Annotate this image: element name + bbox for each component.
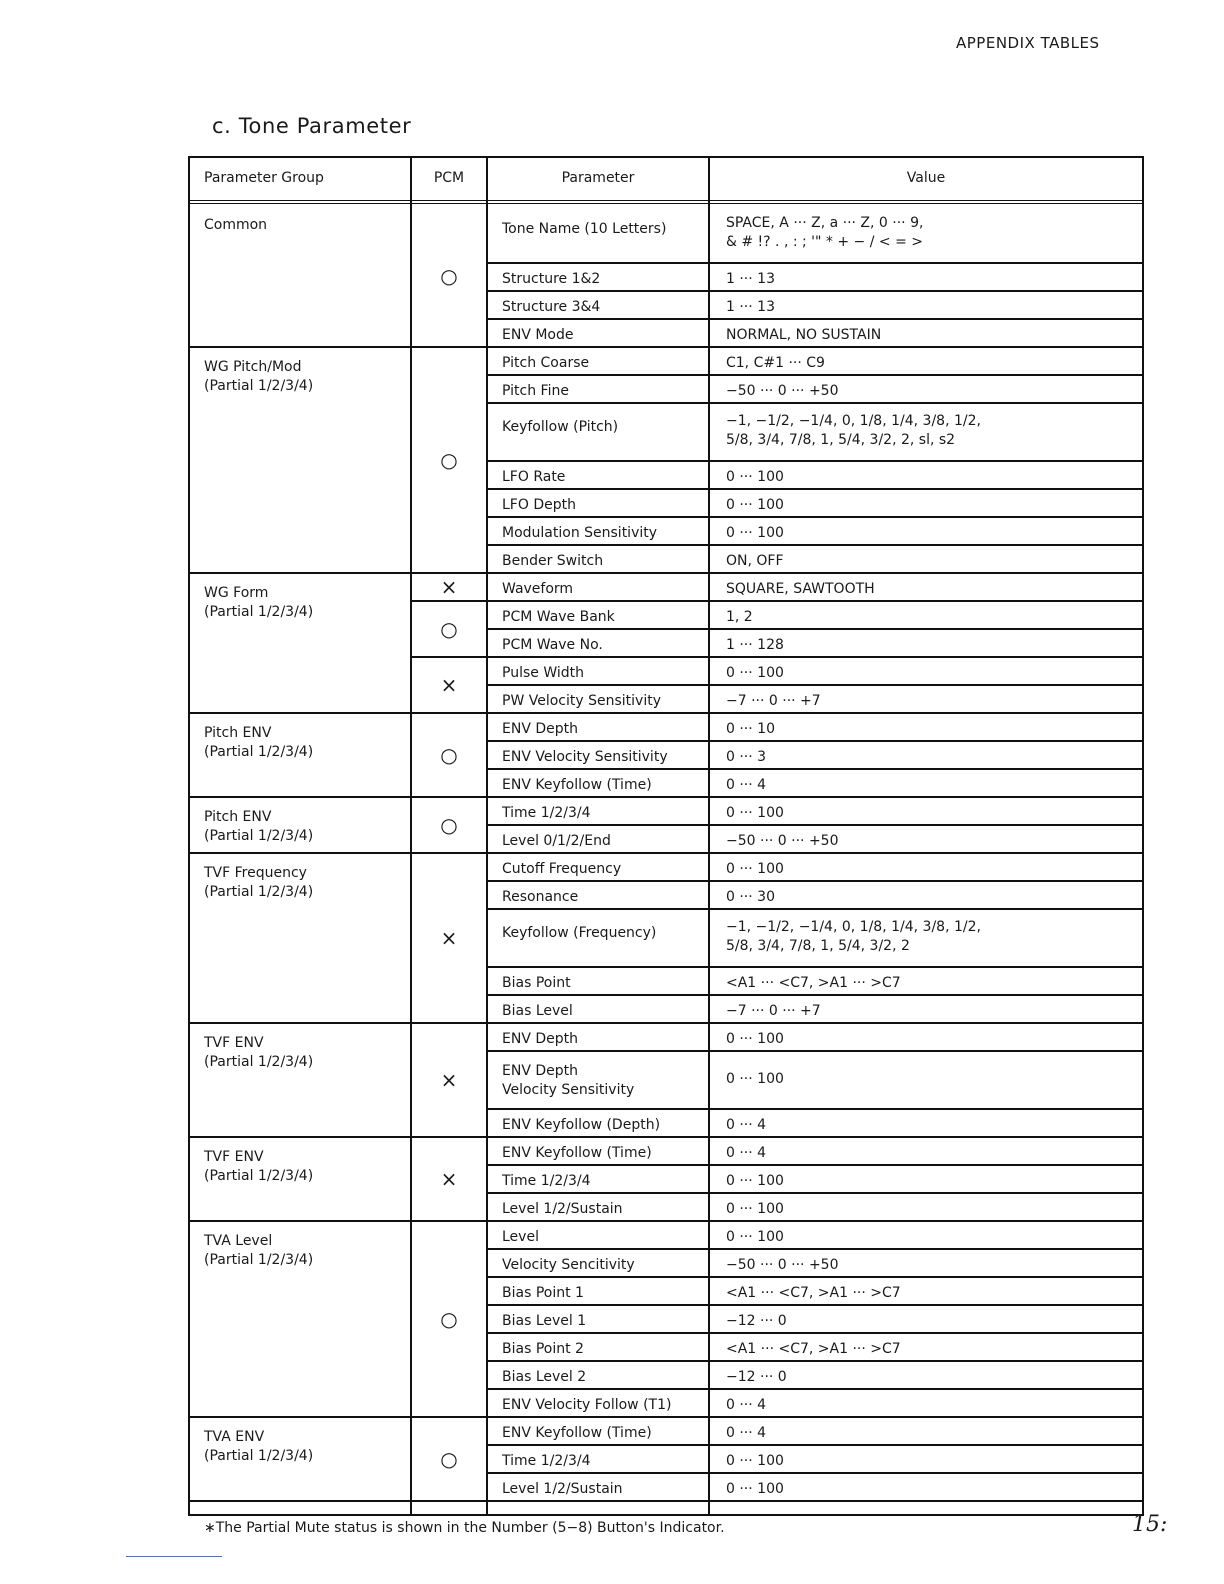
value-cell: 1 ··· 13 [726,271,775,287]
parameter-cell: Pulse Width [502,665,584,681]
table-row [488,714,1142,742]
parameter-group-cell [190,574,410,714]
parameter-cell: PCM Wave Bank [502,609,615,625]
table-row [488,630,1142,658]
value-cell: 0 ··· 100 [726,1031,784,1047]
parameter-cell: Pitch Fine [502,383,569,399]
value-cell: 0 ··· 4 [726,777,767,793]
pcm-cell [412,602,486,658]
table-row [488,1362,1142,1390]
footnote: ∗The Partial Mute status is shown in the Number (5−8) Button's Indicator. [204,1520,725,1536]
table-row [488,1474,1142,1502]
value-cell: −12 ··· 0 [726,1313,787,1329]
value-cell: 1 ··· 128 [726,637,784,653]
cross-mark-icon: × [440,926,458,950]
table-row [488,404,1142,462]
parameter-group-label: Pitch ENV (Partial 1/2/3/4) [204,809,314,844]
parameter-cell: ENV Velocity Follow (T1) [502,1397,672,1413]
value-cell: 0 ··· 30 [726,889,775,905]
parameter-cell: Cutoff Frequency [502,861,622,877]
parameter-cell: Bias Point 1 [502,1285,584,1301]
table-row [488,602,1142,630]
parameter-cell: Tone Name (10 Letters) [502,221,667,237]
table-row [488,1390,1142,1418]
parameter-cell: Time 1/2/3/4 [502,1173,591,1189]
parameter-group-cell [190,348,410,574]
value-cell: NORMAL, NO SUSTAIN [726,327,882,343]
parameter-cell: ENV Keyfollow (Time) [502,777,652,793]
circle-mark-icon: ○ [440,1307,458,1331]
parameter-cell: Time 1/2/3/4 [502,1453,591,1469]
pcm-cell [412,658,486,714]
circle-mark-icon: ○ [440,617,458,641]
parameter-group-label: TVF Frequency (Partial 1/2/3/4) [204,865,314,900]
parameter-cell: Modulation Sensitivity [502,525,658,541]
column-header-pcm: PCM [433,170,465,186]
pcm-cell [412,1418,486,1502]
value-cell: 0 ··· 100 [726,1173,784,1189]
parameter-cell: Pitch Coarse [502,355,590,371]
parameter-cell: ENV Velocity Sensitivity [502,749,668,765]
value-cell: 0 ··· 4 [726,1145,767,1161]
table-row [488,1250,1142,1278]
table-row [488,770,1142,798]
parameter-group-cell [190,206,410,348]
parameter-cell: ENV Keyfollow (Depth) [502,1117,661,1133]
value-cell: <A1 ··· <C7, >A1 ··· >C7 [726,975,901,991]
value-cell: 1 ··· 13 [726,299,775,315]
parameter-cell: Velocity Sencitivity [502,1257,635,1273]
table-row [488,798,1142,826]
parameter-cell: Bender Switch [502,553,604,569]
value-cell: 1, 2 [726,609,753,625]
parameter-cell: Keyfollow (Frequency) [502,925,657,941]
table-row [488,320,1142,348]
table-row [488,1446,1142,1474]
running-header: APPENDIX TABLES [956,34,1100,52]
parameter-cell: Bias Level [502,1003,573,1019]
value-cell: −12 ··· 0 [726,1369,787,1385]
table-row [488,1052,1142,1110]
pcm-cell [412,206,486,348]
table-row [488,462,1142,490]
parameter-cell: ENV Keyfollow (Time) [502,1145,652,1161]
parameter-cell: Bias Level 1 [502,1313,587,1329]
table-row [488,348,1142,376]
parameter-cell: LFO Rate [502,469,566,485]
parameter-cell: Bias Point 2 [502,1341,584,1357]
pcm-cell [412,714,486,798]
pcm-cell [412,1222,486,1418]
parameter-group-cell [190,1024,410,1138]
cross-mark-icon: × [440,575,458,599]
value-cell: SQUARE, SAWTOOTH [726,581,875,597]
circle-mark-icon: ○ [440,1447,458,1471]
table-row [488,518,1142,546]
parameter-group-cell [190,1418,410,1502]
parameter-group-label: Pitch ENV (Partial 1/2/3/4) [204,725,314,760]
parameter-group-cell [190,714,410,798]
value-cell: −50 ··· 0 ··· +50 [726,1257,839,1273]
table-row [488,376,1142,404]
value-cell: −7 ··· 0 ··· +7 [726,693,821,709]
table-row [488,910,1142,968]
column-header-value: Value [906,170,946,186]
value-cell: −1, −1/2, −1/4, 0, 1/8, 1/4, 3/8, 1/2, 5/8, 3/4, 7/8, 1, 5/4, 3/2, 2 [726,919,981,954]
table-row [488,574,1142,602]
parameter-cell: Bias Point [502,975,571,991]
parameter-cell: PCM Wave No. [502,637,603,653]
table-row [488,1110,1142,1138]
value-cell: −7 ··· 0 ··· +7 [726,1003,821,1019]
parameter-cell: Bias Level 2 [502,1369,587,1385]
value-cell: 0 ··· 100 [726,861,784,877]
value-cell: 0 ··· 100 [726,497,784,513]
parameter-cell: ENV Depth [502,721,578,737]
cross-mark-icon: × [440,673,458,697]
parameter-cell: PW Velocity Sensitivity [502,693,661,709]
value-cell: 0 ··· 4 [726,1425,767,1441]
circle-mark-icon: ○ [440,264,458,288]
parameter-cell: Level [502,1229,539,1245]
parameter-group-label: TVA Level (Partial 1/2/3/4) [204,1233,314,1268]
table-header-row [190,158,1142,204]
table-row [488,1418,1142,1446]
value-cell: 0 ··· 100 [726,525,784,541]
pcm-cell [412,1138,486,1222]
value-cell: 0 ··· 100 [726,469,784,485]
parameter-cell: Structure 3&4 [502,299,601,315]
table-row [488,1334,1142,1362]
parameter-group-label: TVF ENV (Partial 1/2/3/4) [204,1035,314,1070]
circle-mark-icon: ○ [440,743,458,767]
table-row [488,1278,1142,1306]
table-row [488,882,1142,910]
parameter-group-label: TVA ENV (Partial 1/2/3/4) [204,1429,314,1464]
pcm-cell [412,1024,486,1138]
parameter-cell: Waveform [502,581,574,597]
value-cell: 0 ··· 100 [726,1229,784,1245]
table-row [488,264,1142,292]
pcm-cell [412,854,486,1024]
parameter-cell: Resonance [502,889,579,905]
table-row [488,686,1142,714]
parameter-group-label: WG Form (Partial 1/2/3/4) [204,585,314,620]
decorative-blue-line [126,1556,222,1557]
value-cell: 0 ··· 100 [726,1071,784,1087]
value-cell: 0 ··· 4 [726,1117,767,1133]
column-header-parameter-group: Parameter Group [204,170,324,186]
value-cell: −50 ··· 0 ··· +50 [726,833,839,849]
value-cell: 0 ··· 10 [726,721,775,737]
parameter-cell: Level 0/1/2/End [502,833,611,849]
value-cell: 0 ··· 100 [726,1453,784,1469]
table-row [488,1024,1142,1052]
value-cell: 0 ··· 100 [726,805,784,821]
table-row [488,968,1142,996]
value-cell: 0 ··· 100 [726,1201,784,1217]
table-row [488,1194,1142,1222]
circle-mark-icon: ○ [440,448,458,472]
column-header-parameter: Parameter [561,170,635,186]
pcm-cell [412,798,486,854]
table-row [488,658,1142,686]
table-row [488,826,1142,854]
circle-mark-icon: ○ [440,813,458,837]
value-cell: −50 ··· 0 ··· +50 [726,383,839,399]
parameter-cell: Level 1/2/Sustain [502,1201,623,1217]
parameter-cell: Keyfollow (Pitch) [502,419,619,435]
tone-parameter-table [188,156,1144,1516]
table-row [488,1138,1142,1166]
parameter-cell: Level 1/2/Sustain [502,1481,623,1497]
table-row [488,742,1142,770]
cross-mark-icon: × [440,1068,458,1092]
parameter-cell: Time 1/2/3/4 [502,805,591,821]
value-cell: −1, −1/2, −1/4, 0, 1/8, 1/4, 3/8, 1/2, 5/8, 3/4, 7/8, 1, 5/4, 3/2, 2, sl, s2 [726,413,981,448]
value-cell: 0 ··· 100 [726,665,784,681]
table-row [488,996,1142,1024]
table-row [488,292,1142,320]
value-cell: <A1 ··· <C7, >A1 ··· >C7 [726,1285,901,1301]
section-title: c. Tone Parameter [212,114,412,138]
table-row [488,1222,1142,1250]
table-row [488,490,1142,518]
value-cell: 0 ··· 100 [726,1481,784,1497]
table-row [488,206,1142,264]
pcm-cell [412,574,486,602]
parameter-group-label: TVF ENV (Partial 1/2/3/4) [204,1149,314,1184]
table-row [488,854,1142,882]
parameter-cell: ENV Depth Velocity Sensitivity [502,1063,635,1098]
table-row [488,1166,1142,1194]
parameter-group-label: WG Pitch/Mod (Partial 1/2/3/4) [204,359,314,394]
value-cell: 0 ··· 3 [726,749,767,765]
parameter-cell: ENV Keyfollow (Time) [502,1425,652,1441]
page-number: 15: [1132,1512,1168,1537]
table-row [488,546,1142,574]
value-cell: ON, OFF [726,553,784,569]
cross-mark-icon: × [440,1167,458,1191]
parameter-group-cell [190,1138,410,1222]
parameter-cell: LFO Depth [502,497,576,513]
parameter-group-cell [190,854,410,1024]
table-row [488,1306,1142,1334]
value-cell: C1, C#1 ··· C9 [726,355,825,371]
parameter-cell: ENV Mode [502,327,574,343]
value-cell: SPACE, A ··· Z, a ··· Z, 0 ··· 9, & # !? . , : ; '" * + − / < = > [726,215,924,250]
parameter-group-label: Common [204,217,268,233]
value-cell: 0 ··· 4 [726,1397,767,1413]
parameter-group-cell [190,1222,410,1418]
value-cell: <A1 ··· <C7, >A1 ··· >C7 [726,1341,901,1357]
parameter-cell: Structure 1&2 [502,271,601,287]
parameter-cell: ENV Depth [502,1031,578,1047]
parameter-group-cell [190,798,410,854]
pcm-cell [412,348,486,574]
